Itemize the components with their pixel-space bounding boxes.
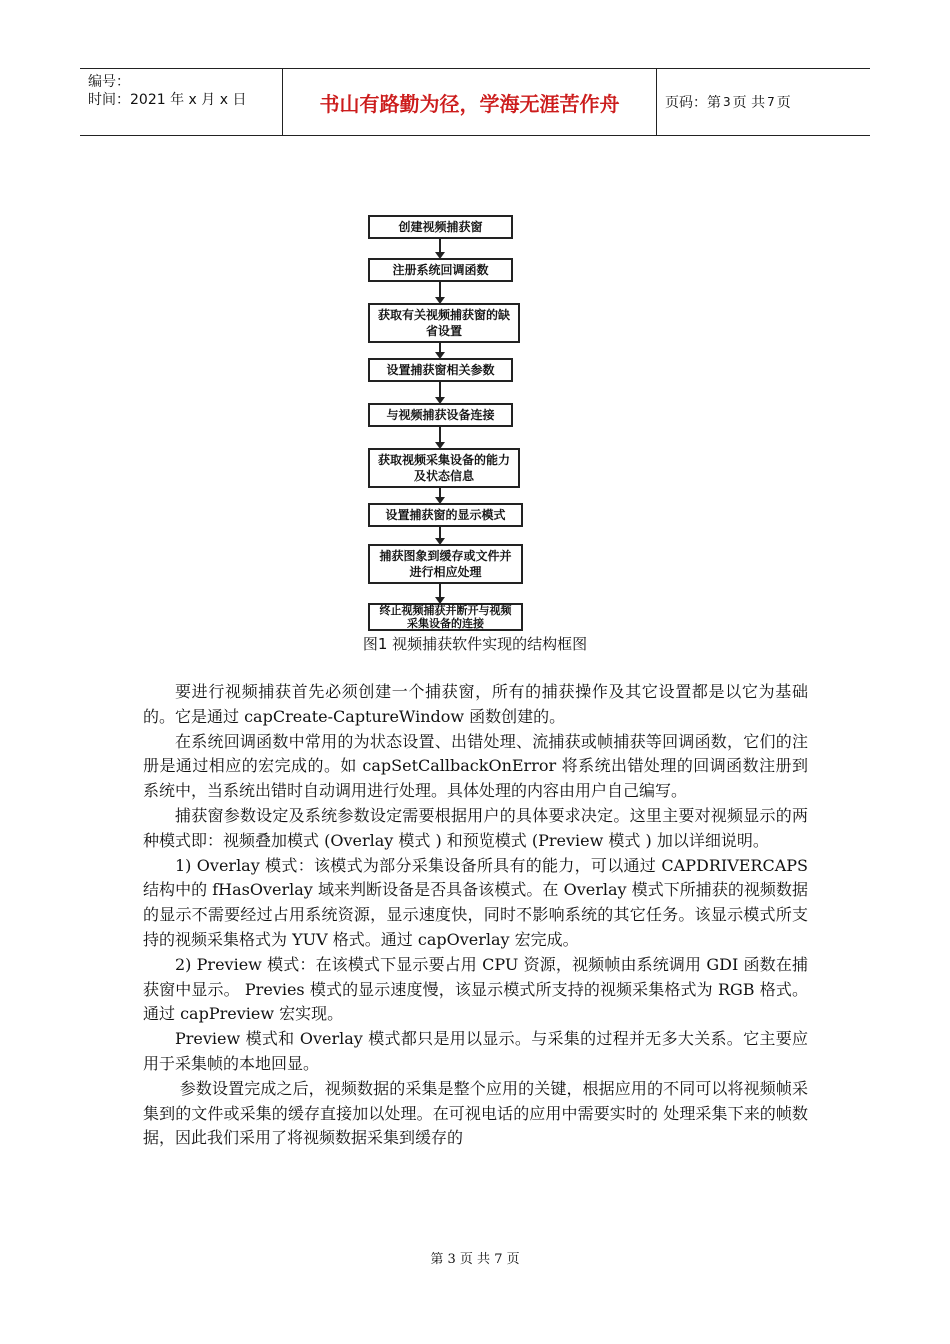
flow-arrow bbox=[439, 282, 441, 302]
figure-caption: 图1 视频捕获软件实现的结构框图 bbox=[362, 635, 588, 653]
flow-arrow bbox=[439, 343, 441, 357]
flow-step-register-callback: 注册系统回调函数 bbox=[368, 258, 513, 282]
page-total: 7 bbox=[767, 95, 775, 109]
flow-step-set-params: 设置捕获窗相关参数 bbox=[368, 358, 513, 382]
flow-step-get-defaults: 获取有关视频捕获窗的缺省设置 bbox=[368, 303, 520, 343]
page-prefix: 页码：第 bbox=[665, 95, 721, 111]
footer-suffix: 页 bbox=[506, 1252, 520, 1267]
footer-current: 3 bbox=[447, 1252, 456, 1267]
flow-arrow bbox=[439, 527, 441, 543]
motto: 书山有路勤为径，学海无涯苦作舟 bbox=[283, 69, 657, 135]
footer-total: 7 bbox=[494, 1252, 503, 1267]
paragraph: 在系统回调函数中常用的为状态设置、出错处理、流捕获或帧捕获等回调函数，它们的注册是通过相应的宏完成的。如 capSetCallbackOnError 将系统出错处理的回调函数注册到系统中，当系统出错时自动调用进行处理。具体处理的内容由用户自己编写。 bbox=[143, 731, 808, 801]
page-footer bbox=[0, 1248, 950, 1267]
footer-mid: 页 共 bbox=[459, 1252, 491, 1267]
paragraph: 2) Preview 模式：在该模式下显示要占用 CPU 资源，视频帧由系统调用 GDI 函数在捕获窗中显示。 Previes 模式的显示速度慢，该显示模式所支持的视频采集格式为 RGB 格式。通过 capPreview 宏实现。 bbox=[143, 954, 808, 1024]
flow-step-terminate: 终止视频捕获并断开与视频采集设备的连接 bbox=[368, 603, 523, 631]
paragraph: 参数设置完成之后，视频数据的采集是整个应用的关键，根据应用的不同可以将视频帧采集到的文件或采集的缓存直接加以处理。在可视电话的应用中需要实时的 处理采集下来的帧数据，因此我们采用了将视频数据采集到缓存的 bbox=[143, 1078, 808, 1148]
flow-arrow bbox=[439, 427, 441, 447]
flow-step-set-display-mode: 设置捕获窗的显示模式 bbox=[368, 503, 523, 527]
paragraph: 1) Overlay 模式：该模式为部分采集设备所具有的能力，可以通过 CAPDRIVERCAPS 结构中的 fHasOverlay 域来判断设备是否具备该模式。在 Overlay 模式下所捕获的视频数据的显示不需要经过占用系统资源，显示速度快，同时不影响系统的其它任务。该显示模式所支持的视频采集格式为 YUV 格式。通过 capOverlay 宏完成。 bbox=[143, 855, 808, 949]
paragraph: 捕获窗参数设定及系统参数设定需要根据用户的具体要求决定。这里主要对视频显示的两种模式即：视频叠加模式 (Overlay 模式 ) 和预览模式 (Preview 模式 ) 加以详细说明。 bbox=[143, 805, 808, 850]
body-text bbox=[143, 680, 808, 1151]
paragraph: 要进行视频捕获首先必须创建一个捕获窗，所有的捕获操作及其它设置都是以它为基础的。它是通过 capCreate-CaptureWindow 函数创建的。 bbox=[143, 682, 808, 726]
paragraph: Preview 模式和 Overlay 模式都只是用以显示。与采集的过程并无多大关系。它主要应用于采集帧的本地回显。 bbox=[143, 1029, 808, 1073]
flow-step-get-capabilities: 获取视频采集设备的能力及状态信息 bbox=[368, 448, 520, 488]
page-mid: 页 共 bbox=[732, 95, 766, 111]
flowchart bbox=[0, 0, 950, 660]
flow-step-capture-image: 捕获图象到缓存或文件并进行相应处理 bbox=[368, 544, 523, 584]
flow-arrow bbox=[439, 488, 441, 502]
flow-arrow bbox=[439, 382, 441, 402]
flow-arrow bbox=[439, 239, 441, 257]
footer-prefix: 第 bbox=[430, 1252, 444, 1267]
flow-step-create-window: 创建视频捕获窗 bbox=[368, 215, 513, 239]
page-current: 3 bbox=[723, 95, 731, 109]
flow-arrow bbox=[439, 584, 441, 602]
date-line: 时间：2021 年 x 月 x 日 bbox=[88, 92, 247, 108]
page-suffix: 页 bbox=[776, 95, 791, 111]
number-label: 编号： bbox=[88, 74, 130, 90]
flow-step-connect-device: 与视频捕获设备连接 bbox=[368, 403, 513, 427]
